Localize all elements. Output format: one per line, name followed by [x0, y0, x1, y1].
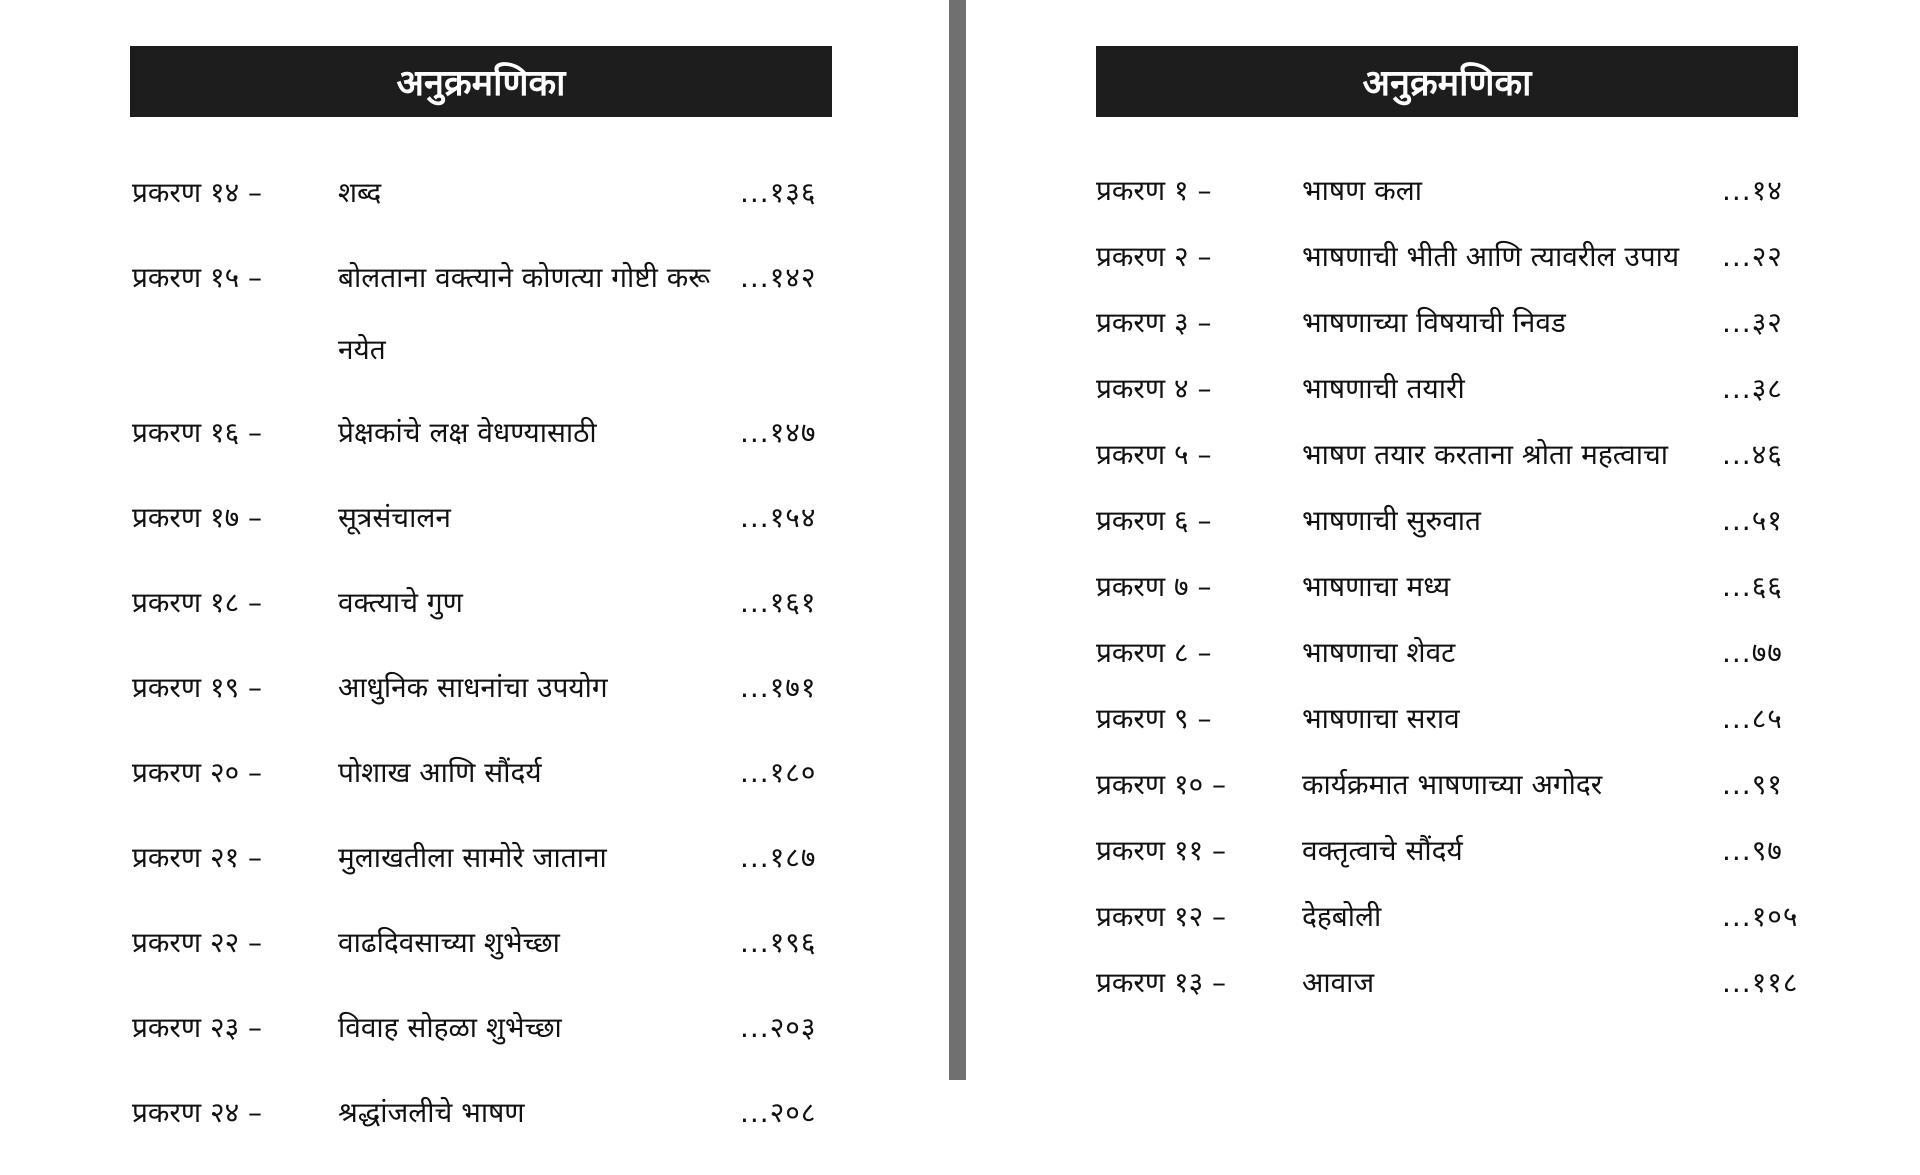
- toc-page-number: ...१८०: [740, 756, 817, 789]
- toc-page-number: ...९१: [1722, 768, 1783, 801]
- toc-chapter-number: प्रकरण ११ –: [1096, 834, 1227, 867]
- toc-entry[interactable]: [132, 410, 832, 469]
- toc-entry[interactable]: [132, 170, 832, 229]
- toc-entry[interactable]: [132, 665, 832, 724]
- toc-chapter-title: मुलाखतीला सामोरे जाताना: [338, 841, 607, 874]
- toc-chapter-number: प्रकरण ६ –: [1096, 504, 1212, 537]
- toc-chapter-number: प्रकरण २१ –: [132, 841, 263, 874]
- toc-entry[interactable]: [1096, 498, 1808, 544]
- toc-chapter-title: भाषणाची भीती आणि त्यावरील उपाय: [1302, 240, 1680, 273]
- toc-entry[interactable]: [132, 835, 832, 894]
- toc-chapter-title: देहबोली: [1302, 900, 1382, 933]
- toc-page-number: ...१३६: [740, 176, 817, 209]
- toc-chapter-number: प्रकरण १५ –: [132, 261, 263, 294]
- toc-entry[interactable]: [1096, 828, 1808, 874]
- toc-page-number: ...१४२: [740, 261, 817, 294]
- toc-chapter-number: प्रकरण १४ –: [132, 176, 263, 209]
- toc-chapter-title: भाषणाच्या विषयाची निवड: [1302, 306, 1566, 339]
- toc-entry[interactable]: [132, 1005, 832, 1064]
- toc-page-number: ...६६: [1722, 570, 1783, 603]
- toc-page-number: ...१४७: [740, 416, 817, 449]
- toc-chapter-number: प्रकरण ७ –: [1096, 570, 1212, 603]
- toc-page-number: ...२०३: [740, 1011, 817, 1044]
- toc-page-number: ...१५४: [740, 501, 817, 534]
- toc-page-number: ...२२: [1722, 240, 1783, 273]
- toc-chapter-title: भाषणाचा मध्य: [1302, 570, 1451, 603]
- toc-entry[interactable]: [132, 495, 832, 554]
- toc-page-number: ...१४: [1722, 174, 1783, 207]
- toc-chapter-title: कार्यक्रमात भाषणाच्या अगोदर: [1302, 768, 1603, 801]
- toc-page-number: ...१६१: [740, 586, 817, 619]
- book-gutter: [949, 0, 966, 1080]
- toc-chapter-title: बोलताना वक्त्याने कोणत्या गोष्टी करू नयेत: [338, 261, 711, 366]
- toc-chapter-number: प्रकरण १७ –: [132, 501, 263, 534]
- toc-entry[interactable]: [1096, 696, 1808, 742]
- toc-chapter-number: प्रकरण १८ –: [132, 586, 263, 619]
- toc-entry[interactable]: [1096, 366, 1808, 412]
- right-toc-list: [1096, 168, 1808, 1026]
- toc-chapter-title: शब्द: [338, 176, 382, 209]
- toc-chapter-number: प्रकरण १२ –: [1096, 900, 1227, 933]
- toc-chapter-number: प्रकरण २३ –: [132, 1011, 263, 1044]
- toc-page-number: ...११८: [1722, 966, 1799, 999]
- toc-page-number: ...१९६: [740, 926, 817, 959]
- toc-chapter-title: वक्तृत्वाचे सौंदर्य: [1302, 834, 1463, 867]
- toc-chapter-title: भाषण कला: [1302, 174, 1423, 207]
- toc-chapter-title: भाषणाची सुरुवात: [1302, 504, 1482, 537]
- left-toc-list: [132, 170, 832, 1175]
- toc-chapter-number: प्रकरण १३ –: [1096, 966, 1227, 999]
- toc-entry[interactable]: [1096, 564, 1808, 610]
- toc-chapter-title: वाढदिवसाच्या शुभेच्छा: [338, 926, 560, 959]
- toc-chapter-number: प्रकरण ५ –: [1096, 438, 1212, 471]
- toc-chapter-title: वक्त्याचे गुण: [338, 586, 463, 619]
- left-page: [0, 0, 949, 1129]
- toc-chapter-number: प्रकरण २२ –: [132, 926, 263, 959]
- toc-chapter-title: आधुनिक साधनांचा उपयोग: [338, 671, 608, 704]
- toc-chapter-number: प्रकरण १६ –: [132, 416, 263, 449]
- toc-entry[interactable]: [132, 1090, 832, 1149]
- toc-page-number: ...२०८: [740, 1096, 817, 1129]
- right-page-header: अनुक्रमणिका: [1096, 46, 1798, 117]
- left-page-header: अनुक्रमणिका: [130, 46, 832, 117]
- toc-entry[interactable]: [132, 580, 832, 639]
- toc-chapter-number: प्रकरण ८ –: [1096, 636, 1212, 669]
- toc-entry[interactable]: [1096, 960, 1808, 1006]
- toc-page-number: ...९७: [1722, 834, 1783, 867]
- toc-entry[interactable]: [132, 255, 832, 386]
- toc-chapter-number: प्रकरण ४ –: [1096, 372, 1212, 405]
- toc-entry[interactable]: [132, 750, 832, 809]
- toc-entry[interactable]: [1096, 630, 1808, 676]
- right-page: [966, 0, 1920, 1080]
- toc-page-number: ...३८: [1722, 372, 1783, 405]
- toc-chapter-title: प्रेक्षकांचे लक्ष वेधण्यासाठी: [338, 416, 597, 449]
- toc-page-number: ...१७१: [740, 671, 817, 704]
- toc-page-number: ...८५: [1722, 702, 1783, 735]
- toc-chapter-title: भाषणाचा शेवट: [1302, 636, 1456, 669]
- toc-chapter-number: प्रकरण १ –: [1096, 174, 1212, 207]
- toc-chapter-number: प्रकरण ९ –: [1096, 702, 1212, 735]
- toc-entry[interactable]: [1096, 762, 1808, 808]
- toc-chapter-title: पोशाख आणि सौंदर्य: [338, 756, 542, 789]
- toc-chapter-number: प्रकरण १० –: [1096, 768, 1227, 801]
- toc-chapter-title: विवाह सोहळा शुभेच्छा: [338, 1011, 562, 1044]
- toc-page-number: ...५१: [1722, 504, 1783, 537]
- toc-chapter-title: भाषण तयार करताना श्रोता महत्वाचा: [1302, 438, 1669, 471]
- toc-chapter-title: सूत्रसंचालन: [338, 501, 451, 534]
- toc-page-number: ...३२: [1722, 306, 1783, 339]
- toc-entry[interactable]: [1096, 300, 1808, 346]
- toc-chapter-title: भाषणाची तयारी: [1302, 372, 1465, 405]
- toc-page-number: ...१८७: [740, 841, 817, 874]
- toc-chapter-title: आवाज: [1302, 966, 1375, 999]
- toc-chapter-title: श्रद्धांजलीचे भाषण: [338, 1096, 525, 1129]
- toc-entry[interactable]: [1096, 894, 1808, 940]
- toc-page-number: ...१०५: [1722, 900, 1799, 933]
- toc-entry[interactable]: [1096, 168, 1808, 214]
- toc-chapter-number: प्रकरण २ –: [1096, 240, 1212, 273]
- toc-page-number: ...७७: [1722, 636, 1783, 669]
- toc-entry[interactable]: [132, 920, 832, 979]
- toc-chapter-number: प्रकरण २४ –: [132, 1096, 263, 1129]
- toc-chapter-title: भाषणाचा सराव: [1302, 702, 1460, 735]
- toc-chapter-number: प्रकरण १९ –: [132, 671, 263, 704]
- toc-page-number: ...४६: [1722, 438, 1783, 471]
- toc-chapter-number: प्रकरण २० –: [132, 756, 263, 789]
- toc-entry[interactable]: [1096, 432, 1808, 478]
- toc-entry[interactable]: [1096, 234, 1808, 280]
- toc-chapter-number: प्रकरण ३ –: [1096, 306, 1212, 339]
